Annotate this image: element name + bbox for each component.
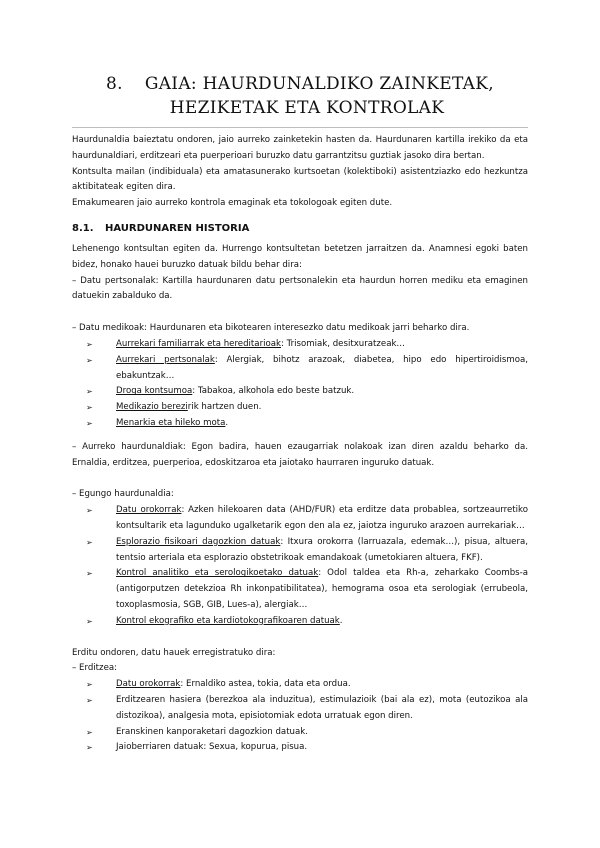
chapter-title-line1: GAIA: HAURDUNALDIKO ZAINKETAK, (144, 74, 494, 94)
birth-sublead: – Erditzea: (72, 663, 118, 674)
list-item (86, 740, 528, 756)
section-heading (72, 212, 528, 242)
list-item-text: Erditzearen hasiera (berezkoa ala induzitua), estimulazioik (bai ala ez), mota (eutozikoa ala distozikoa), analgesia mota, episiotomiak edota urratuak egon diren. (116, 694, 528, 721)
arrow-bullet-icon: ➢ (86, 387, 93, 397)
arrow-bullet-icon: ➢ (86, 506, 93, 516)
list-item-text: . (225, 417, 229, 428)
list-item-text: : Trisomiak, desitxuratzeak… (280, 338, 406, 349)
list-item (86, 614, 528, 630)
list-item (86, 677, 528, 693)
arrow-bullet-icon: ➢ (86, 403, 93, 413)
list-item-text: : Ernaldiko astea, tokia, data eta ordua. (180, 679, 351, 690)
list-item (86, 535, 528, 567)
current-pregnancy-lead: – Egungo haurdunaldia: (72, 489, 174, 500)
arrow-bullet-icon: ➢ (86, 727, 93, 737)
section-intro: Lehenengo kontsultan egiten da. Hurrengo kontsultetan betetzen jarraitzen da. Anamnesi egoki baten bidez, honako hauei buruzko datuak bildu behar dira: (72, 243, 528, 270)
list-item-label: Datu orokorrak (116, 679, 181, 690)
list-item-text: : Azken hilekoaren data (AHD/FUR) eta erditze data probablea, sortzeaurretiko kontsultarik eta lagunduko ugalketarik egon den ala ez, jaiotza inguruko arazoen aurrekariak… (116, 505, 528, 531)
list-item-label: Medikazio berezi (116, 402, 188, 413)
list-item-label: Aurrekari familiarrak eta hereditarioak (116, 338, 281, 349)
list-item (86, 566, 528, 613)
list-item-text: Jaioberriaren datuak: Sexua, kopurua, pisua. (116, 742, 308, 753)
list-item-text: : Alergiak, bihotz arazoak, diabetea, hipo edo hipertiroidismoa, ebakuntzak… (116, 354, 528, 381)
list-item (86, 693, 528, 725)
list-item-label: Kontrol ekografiko eta kardiotokografikoaren datuak (116, 615, 340, 626)
intro-paragraph-2: Kontsulta mailan (indibiduala) eta amatasunerako kurtsoetan (kolektiboki) asistentziazko edo hezkuntza aktibitateak egiten dira. (72, 166, 528, 193)
section-number: 8.1. (72, 222, 94, 234)
list-item-label: Droga kontsumoa (116, 386, 193, 397)
list-item (86, 353, 528, 385)
list-item-text: : Tabakoa, alkohola edo beste batzuk. (192, 386, 355, 397)
list-item-text: rik hartzen duen. (187, 402, 262, 413)
list-item-label: Esplorazio fisikoari dagozkion datuak (116, 536, 281, 547)
chapter-title-line2: HEZIKETAK ETA KONTROLAK (169, 98, 445, 118)
list-item (86, 416, 528, 432)
list-item-label: Kontrol analitiko eta serologikoetako datuak (116, 568, 319, 579)
current-pregnancy-list (72, 503, 528, 629)
list-item (86, 725, 528, 741)
personal-data-paragraph: – Datu pertsonalak: Kartilla haurdunaren datu pertsonalekin eta haurdun horren mediku eta emaginen datuekin zabalduko da. (72, 275, 528, 302)
previous-pregnancies-paragraph: – Aurreko haurdunaldiak: Egon badira, hauen ezaugarriak nolakoak izan diren azaldu beharko da. Ernaldia, erditzea, puerperioa, edoskitzaroa eta jaiotako haurraren inguruko datuak. (72, 441, 528, 468)
arrow-bullet-icon: ➢ (86, 695, 93, 705)
list-item-text: : Odol taldea eta Rh-a, zeharkako Coombs-a (antigorputzen detekzioa Rh inkonpatibilitatea), hemograma osoa eta serologiak (errubeola, toxoplasmosia, SGB, GIB, Lues-a), alergiak… (116, 568, 528, 610)
list-item (86, 337, 528, 353)
arrow-bullet-icon: ➢ (86, 418, 93, 428)
chapter-number: 8. (106, 74, 123, 94)
list-item-text: . (339, 615, 343, 626)
list-item-label: Aurrekari pertsonalak (116, 354, 215, 365)
list-item-text: Eranskinen kanporaketari dagozkion datuak. (116, 726, 308, 737)
document-body (72, 133, 528, 756)
birth-data-list (72, 677, 528, 756)
list-item-label: Menarkia eta hileko mota (116, 417, 226, 428)
list-item (86, 400, 528, 416)
arrow-bullet-icon: ➢ (86, 616, 93, 626)
list-item-label: Datu orokorrak (116, 505, 182, 516)
arrow-bullet-icon: ➢ (86, 680, 93, 690)
list-item (86, 503, 528, 535)
after-birth-lead: Erditu ondoren, datu hauek erregistratuko dira: (72, 647, 276, 658)
arrow-bullet-icon: ➢ (86, 569, 93, 579)
title-divider (72, 127, 528, 128)
arrow-bullet-icon: ➢ (86, 339, 93, 349)
intro-paragraph-1: Haurdunaldia baieztatu ondoren, jaio aurreko zainketekin hasten da. Haurdunaren kartilla irekiko da eta haurdunaldiari, erditzeari eta puerperioari buruzko datu garrantzitsu guztiak jasoko dira bertan. (72, 135, 528, 161)
arrow-bullet-icon: ➢ (86, 743, 93, 753)
chapter-title (0, 72, 600, 120)
medical-data-lead: – Datu medikoak: Haurdunaren eta bikotearen interesezko datu medikoak jarri beharko dira. (72, 323, 470, 334)
list-item-text: : Itxura orokorra (larruazala, edemak…), pisua, altuera, tentsio arteriala eta esplorazio obstetrikoak emandakoak (umetokiaren altuera, FKF). (116, 536, 528, 563)
medical-data-list (72, 337, 528, 432)
arrow-bullet-icon: ➢ (86, 537, 93, 547)
intro-paragraph-3: Emakumearen jaio aurreko kontrola emaginak eta tokologoak egiten dute. (72, 198, 393, 209)
list-item (86, 384, 528, 400)
section-title: HAURDUNAREN HISTORIA (105, 222, 250, 234)
arrow-bullet-icon: ➢ (86, 355, 93, 365)
